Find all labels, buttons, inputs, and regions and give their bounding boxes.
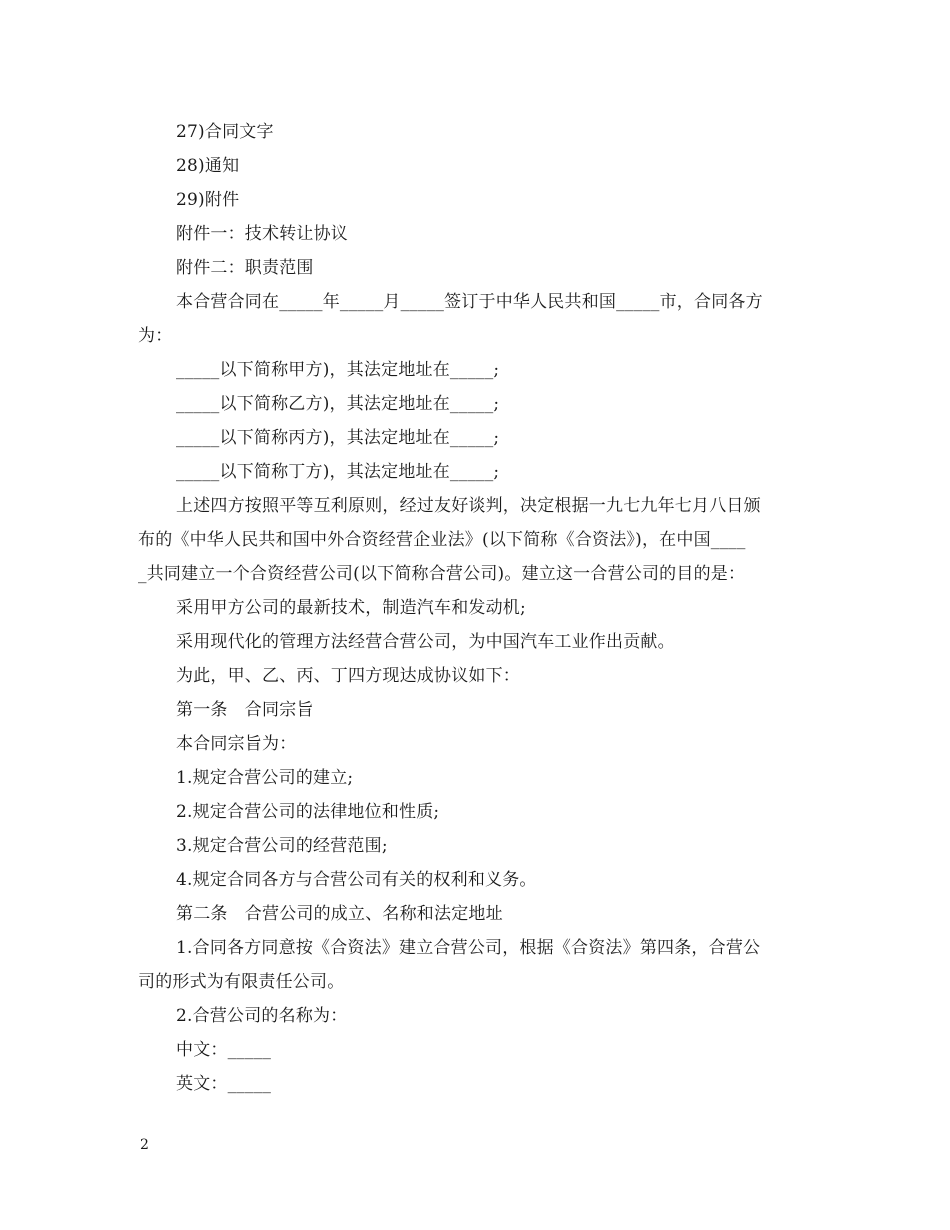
article-1-heading: 第一条 合同宗旨 bbox=[176, 700, 314, 720]
page-number: 2 bbox=[140, 1137, 149, 1153]
toc-item-29: 29)附件 bbox=[176, 190, 240, 210]
purpose-item-1: 采用甲方公司的最新技术，制造汽车和发动机; bbox=[176, 598, 526, 618]
article-2-item-2: 2.合营公司的名称为： bbox=[176, 1006, 348, 1026]
appendix-1: 附件一：技术转让协议 bbox=[176, 224, 348, 244]
purpose-paragraph-line-3: _共同建立一个合资经营公司(以下简称合营公司)。建立这一合营公司的目的是： bbox=[138, 564, 746, 584]
party-d: _____以下简称丁方)，其法定地址在_____; bbox=[176, 462, 500, 482]
toc-item-28: 28)通知 bbox=[176, 156, 240, 176]
article-1-item-4: 4.规定合同各方与合营公司有关的权利和义务。 bbox=[176, 870, 537, 890]
party-b: _____以下简称乙方)，其法定地址在_____; bbox=[176, 394, 500, 414]
contract-intro-line-1: 本合营合同在_____年_____月_____签订于中华人民共和国_____市，合同各方 bbox=[176, 292, 763, 312]
agreement-statement: 为此，甲、乙、丙、丁四方现达成协议如下： bbox=[176, 666, 520, 686]
english-name-field: 英文：_____ bbox=[176, 1074, 272, 1094]
purpose-item-2: 采用现代化的管理方法经营合营公司，为中国汽车工业作出贡献。 bbox=[176, 632, 675, 652]
party-a: _____以下简称甲方)，其法定地址在_____; bbox=[176, 360, 500, 380]
article-2-heading: 第二条 合营公司的成立、名称和法定地址 bbox=[176, 904, 503, 924]
article-1-intro: 本合同宗旨为： bbox=[176, 734, 297, 754]
appendix-2: 附件二：职责范围 bbox=[176, 258, 314, 278]
article-1-item-2: 2.规定合营公司的法律地位和性质; bbox=[176, 802, 440, 822]
purpose-paragraph-line-2: 布的《中华人民共和国中外合资经营企业法》(以下简称《合资法》)，在中国____ bbox=[138, 530, 746, 550]
party-c: _____以下简称丙方)，其法定地址在_____; bbox=[176, 428, 500, 448]
article-2-item-1-line-2: 司的形式为有限责任公司。 bbox=[138, 972, 345, 992]
document-body bbox=[138, 115, 813, 1101]
purpose-paragraph-line-1: 上述四方按照平等互利原则，经过友好谈判，决定根据一九七九年七月八日颁 bbox=[176, 496, 761, 516]
chinese-name-field: 中文：_____ bbox=[176, 1040, 272, 1060]
article-1-item-3: 3.规定合营公司的经营范围; bbox=[176, 836, 388, 856]
toc-item-27: 27)合同文字 bbox=[176, 122, 274, 142]
contract-intro-line-2: 为： bbox=[138, 326, 173, 346]
article-2-item-1-line-1: 1.合同各方同意按《合资法》建立合营公司，根据《合资法》第四条，合营公 bbox=[176, 938, 761, 958]
article-1-item-1: 1.规定合营公司的建立; bbox=[176, 768, 354, 788]
